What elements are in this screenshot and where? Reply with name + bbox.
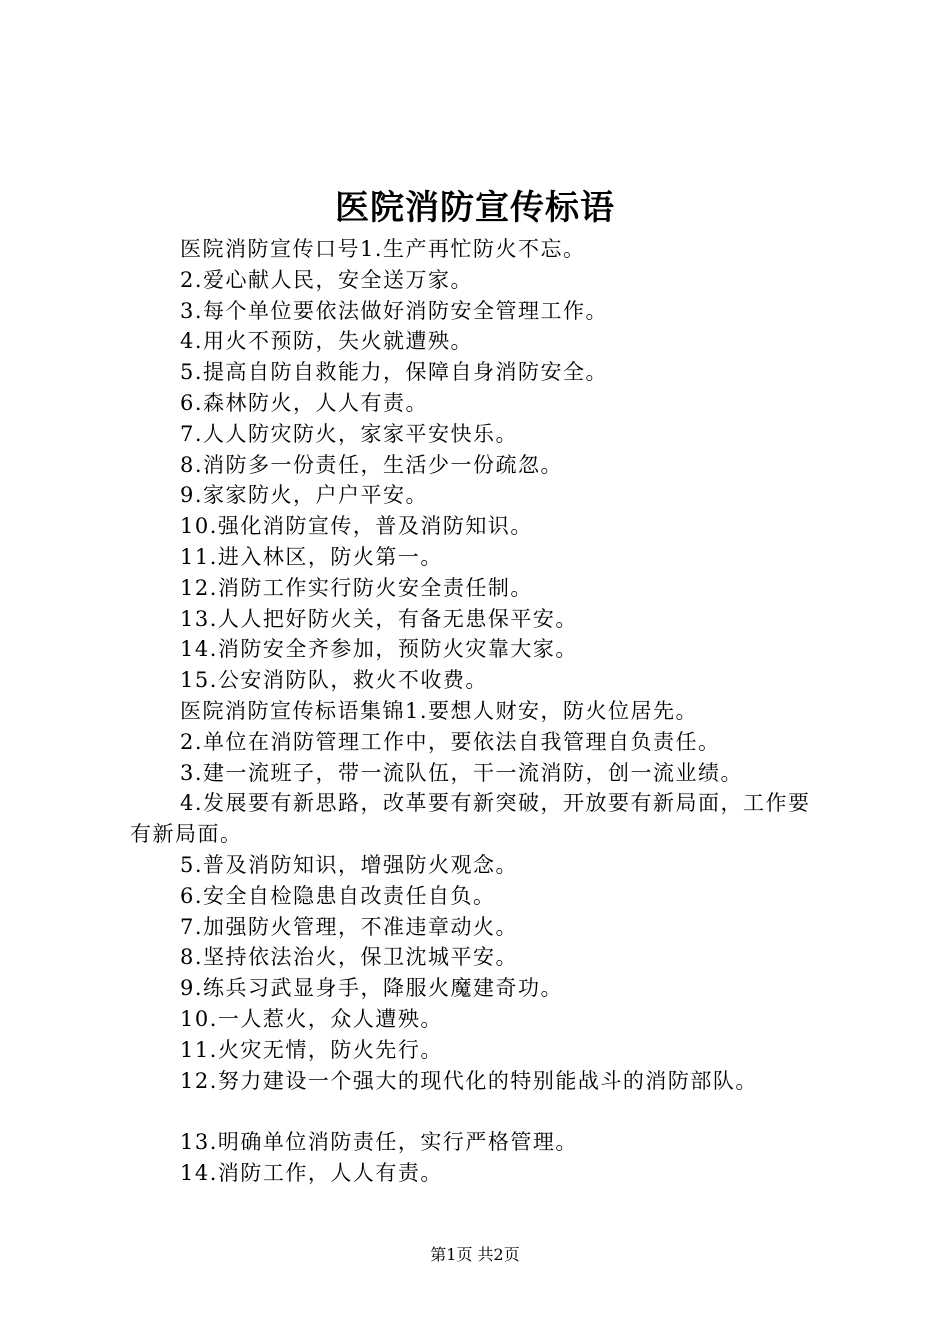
slogan-line: 医院消防宣传口号1.生产再忙防火不忘。 xyxy=(180,237,586,261)
slogan-line: 13.明确单位消防责任，实行严格管理。 xyxy=(180,1130,578,1155)
slogan-line: 3.建一流班子，带一流队伍，干一流消防，创一流业绩。 xyxy=(180,760,744,785)
slogan-line: 8.消防多一份责任，生活少一份疏忽。 xyxy=(180,452,564,477)
slogan-line: 6.森林防火，人人有责。 xyxy=(180,390,429,415)
slogan-line: 2.单位在消防管理工作中，要依法自我管理自负责任。 xyxy=(180,729,721,754)
slogan-line: 8.坚持依法治火，保卫沈城平安。 xyxy=(180,945,519,970)
slogan-line: 10.一人惹火，众人遭殃。 xyxy=(180,1006,443,1031)
slogan-line: 4.用火不预防，失火就遭殃。 xyxy=(180,329,474,354)
slogan-line: 11.进入林区，防火第一。 xyxy=(180,544,443,569)
slogan-line-wrapped: 4.发展要有新思路，改革要有新突破，开放要有新局面，工作要有新局面。 xyxy=(130,791,811,847)
document-title: 医院消防宣传标语 xyxy=(335,188,615,228)
slogan-line: 9.练兵习武显身手，降服火魔建奇功。 xyxy=(180,976,564,1001)
slogan-line: 6.安全自检隐患自改责任自负。 xyxy=(180,883,496,908)
page-footer: 第1页 共2页 xyxy=(430,1245,520,1264)
slogan-line: 10.强化消防宣传，普及消防知识。 xyxy=(180,514,533,539)
slogan-line: 13.人人把好防火关，有备无患保平安。 xyxy=(180,606,578,631)
slogan-line: 医院消防宣传标语集锦1.要想人财安，防火位居先。 xyxy=(180,698,699,723)
blank-line xyxy=(130,1096,830,1127)
slogan-line: 11.火灾无情，防火先行。 xyxy=(180,1037,443,1062)
slogan-line: 7.加强防火管理，不准违章动火。 xyxy=(180,914,519,939)
slogan-line: 12.努力建设一个强大的现代化的特别能战斗的消防部队。 xyxy=(180,1068,758,1093)
document-body xyxy=(130,234,830,1189)
slogan-line: 15.公安消防队，救火不收费。 xyxy=(180,668,488,693)
slogan-line: 14.消防工作，人人有责。 xyxy=(180,1160,443,1185)
slogan-line: 14.消防安全齐参加，预防火灾靠大家。 xyxy=(180,637,578,662)
slogan-line: 5.提高自防自救能力，保障自身消防安全。 xyxy=(180,360,609,385)
slogan-line: 5.普及消防知识，增强防火观念。 xyxy=(180,852,519,877)
slogan-line: 3.每个单位要依法做好消防安全管理工作。 xyxy=(180,298,609,323)
slogan-line: 2.爱心献人民，安全送万家。 xyxy=(180,267,474,292)
slogan-line: 9.家家防火，户户平安。 xyxy=(180,483,429,508)
slogan-line: 7.人人防灾防火，家家平安快乐。 xyxy=(180,421,519,446)
slogan-line: 12.消防工作实行防火安全责任制。 xyxy=(180,575,533,600)
